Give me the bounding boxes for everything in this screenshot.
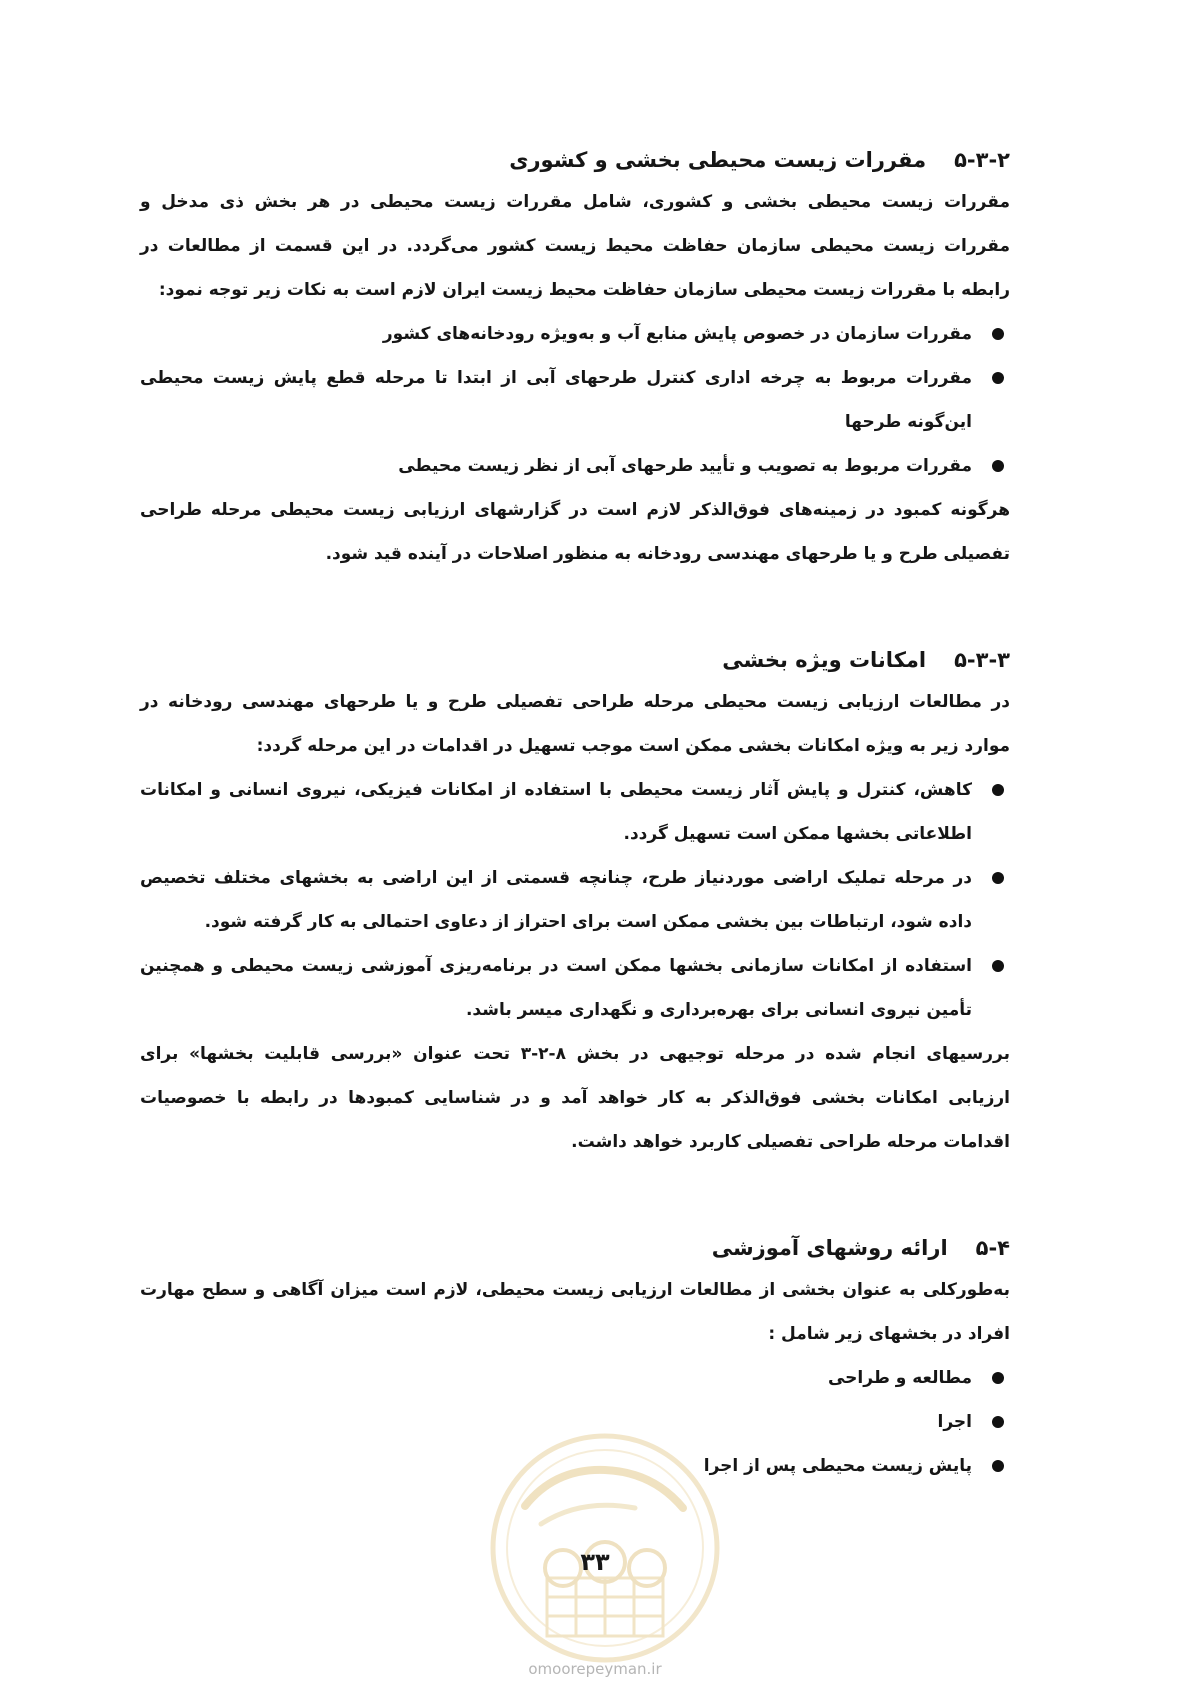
list-item: استفاده از امکانات سازمانی بخشها ممکن است در برنامه‌ریزی آموزشی زیست محیطی و همچنین تأمین نیروی انسانی برای بهره‌برداری و نگهداری میسر باشد. [140,944,1010,1032]
list-item: مطالعه و طراحی [140,1356,1010,1400]
section-intro: به‌طورکلی به عنوان بخشی از مطالعات ارزیابی زیست محیطی، لازم است میزان آگاهی و سطح مهارت افراد در بخشهای زیر شامل : [140,1280,1010,1344]
bullet-icon [992,372,1004,384]
bullet-icon [992,460,1004,472]
bullet-list [140,312,1010,488]
bullet-icon [992,1416,1004,1428]
list-item: مقررات مربوط به چرخه اداری کنترل طرحهای آبی از ابتدا تا مرحله قطع پایش زیست محیطی این‌گونه طرحها [140,356,1010,444]
section-number: ۵-۴ [975,1236,1010,1260]
bullet-list [140,768,1010,1032]
section-number: ۵-۳-۲ [954,148,1010,172]
list-item: مقررات سازمان در خصوص پایش منابع آب و به‌ویژه رودخانه‌های کشور [140,312,1010,356]
section-heading [140,640,1010,680]
list-item: در مرحله تملیک اراضی موردنیاز طرح، چنانچه قسمتی از این اراضی به بخشهای مختلف تخصیص داده شود، ارتباطات بین بخشی ممکن است برای احتراز از دعاوی احتمالی به کار گرفته شود. [140,856,1010,944]
section-intro: در مطالعات ارزیابی زیست محیطی مرحله طراحی تفصیلی طرح و یا طرحهای مهندسی رودخانه در موارد زیر به ویژه امکانات بخشی ممکن است موجب تسهیل در اقدامات در این مرحله گردد: [140,692,1010,756]
section-outro: بررسیهای انجام شده در مرحله توجیهی در بخش ۸-۲-۳ تحت عنوان «بررسی قابلیت بخشها» برای ارزیابی امکانات بخشی فوق‌الذکر به کار خواهد آمد و در شناسایی کمبودها در رابطه با خصوصیات اقدامات مرحله طراحی تفصیلی کاربرد خواهد داشت. [140,1044,1010,1152]
section-heading [140,1228,1010,1268]
section-title: امکانات ویژه بخشی [722,648,927,672]
section-heading [140,140,1010,180]
section-5-4 [140,1228,1010,1488]
section-outro: هرگونه کمبود در زمینه‌های فوق‌الذکر لازم است در گزارشهای ارزیابی زیست محیطی مرحله طراحی تفصیلی طرح و یا طرحهای مهندسی رودخانه به منظور اصلاحات در آینده قید شود. [140,500,1010,564]
section-intro: مقررات زیست محیطی بخشی و کشوری، شامل مقررات زیست محیطی در هر بخش ذی مدخل و مقررات زیست محیطی سازمان حفاظت محیط زیست کشور می‌گردد. در این قسمت از مطالعات در رابطه با مقررات زیست محیطی سازمان حفاظت محیط زیست ایران لازم است به نکات زیر توجه نمود: [140,192,1010,300]
list-item: کاهش، کنترل و پایش آثار زیست محیطی با استفاده از امکانات فیزیکی، نیروی انسانی و امکانات اطلاعاتی بخشها ممکن است تسهیل گردد. [140,768,1010,856]
list-item: مقررات مربوط به تصویب و تأیید طرحهای آبی از نظر زیست محیطی [140,444,1010,488]
section-title: ارائه روشهای آموزشی [711,1236,948,1260]
list-item: پایش زیست محیطی پس از اجرا [140,1444,1010,1488]
bullet-icon [992,1460,1004,1472]
section-5-3-2 [140,140,1010,576]
bullet-icon [992,872,1004,884]
bullet-list [140,1356,1010,1488]
bullet-icon [992,328,1004,340]
bullet-icon [992,1372,1004,1384]
footer-url: omoorepeyman.ir [528,1660,662,1678]
page-number: ۳۳ [580,1548,610,1576]
section-number: ۵-۳-۳ [954,648,1010,672]
list-item: اجرا [140,1400,1010,1444]
section-title: مقررات زیست محیطی بخشی و کشوری [509,148,927,172]
bullet-icon [992,784,1004,796]
bullet-icon [992,960,1004,972]
section-5-3-3 [140,640,1010,1164]
